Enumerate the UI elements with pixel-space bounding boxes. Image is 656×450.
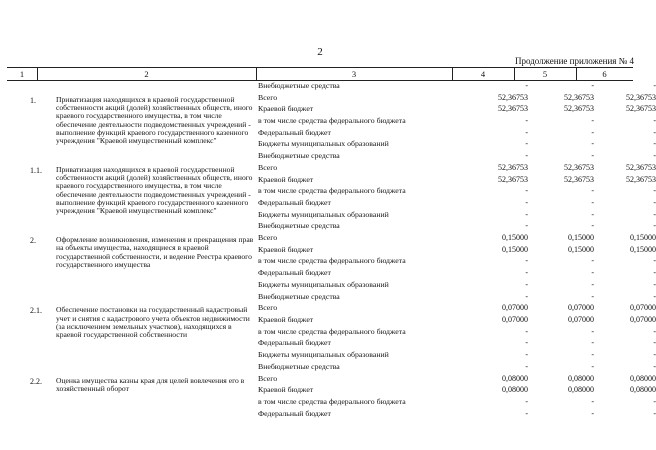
funding-line (256, 197, 656, 209)
value-col-4: 52,36753 (498, 174, 528, 184)
funding-source: Внебюджетные средства (258, 361, 340, 371)
funding-line (256, 92, 656, 104)
value-col-5: - (591, 139, 594, 149)
value-col-4: - (525, 221, 528, 231)
funding-line (256, 138, 656, 150)
funding-source: Всего (258, 233, 278, 243)
row-title: Приватизация находящихся в краевой государственной собственности акций (долей) хозяйственных обществ, иного краевого государственного имущества, в том числе обеспечение деятельности подведомственных учреждений - выполнение функций краевого государственного казенного учреждения "Краевой имущественный комплекс" (56, 94, 253, 146)
value-col-4: - (525, 127, 528, 137)
funding-source: Федеральный бюджет (258, 338, 331, 348)
value-col-4: - (525, 279, 528, 289)
funding-line (256, 244, 656, 256)
value-col-4: 0,08000 (502, 373, 528, 383)
funding-source: в том числе средства федерального бюджета (258, 186, 406, 196)
funding-line (256, 291, 656, 303)
funding-line (256, 220, 656, 232)
value-col-6: - (653, 326, 656, 336)
value-col-6: - (653, 279, 656, 289)
value-col-4: 52,36753 (498, 104, 528, 114)
value-col-5: - (591, 209, 594, 219)
value-col-6: - (653, 291, 656, 301)
value-col-5: 0,07000 (568, 314, 594, 324)
value-col-6: - (653, 186, 656, 196)
page-number: 2 (317, 46, 323, 58)
value-col-4: - (525, 139, 528, 149)
value-col-4: 0,08000 (502, 385, 528, 395)
funding-line (256, 302, 656, 314)
value-col-5: - (591, 127, 594, 137)
value-col-5: - (591, 116, 594, 126)
value-col-6: 52,36753 (626, 162, 656, 172)
table-header (7, 67, 633, 81)
value-col-5: - (591, 256, 594, 266)
value-col-6: - (653, 408, 656, 418)
value-col-4: - (525, 209, 528, 219)
value-col-4: - (525, 81, 528, 90)
value-col-5: - (591, 221, 594, 231)
row-title: Оценка имущества казны края для целей вовлечения его в хозяйственный оборот (56, 375, 245, 393)
value-col-5: - (591, 361, 594, 371)
funding-source: Внебюджетные средства (258, 291, 340, 301)
funding-line (256, 255, 656, 267)
value-col-4: - (525, 116, 528, 126)
value-col-4: - (525, 197, 528, 207)
funding-source: в том числе средства федерального бюджета (258, 116, 406, 126)
row-title: Обеспечение постановки на государственный кадастровый учет и снятия с кадастрового учета объектов недвижимости (за исключением земельных участков), находящихся в краевой государственной собственности (56, 305, 250, 340)
row-number: 1. (30, 95, 36, 105)
value-col-5: - (591, 279, 594, 289)
funding-source: Краевой бюджет (258, 385, 314, 395)
funding-source: в том числе средства федерального бюджета (258, 326, 406, 336)
value-col-6: - (653, 139, 656, 149)
funding-source: Бюджеты муниципальных образований (258, 139, 389, 149)
funding-line (256, 396, 656, 408)
row-number: 2. (30, 236, 36, 246)
value-col-5: - (591, 338, 594, 348)
value-col-4: - (525, 350, 528, 360)
column-header: 6 (602, 69, 607, 79)
funding-source: Федеральный бюджет (258, 197, 331, 207)
value-col-4: 0,15000 (502, 233, 528, 243)
value-col-5: 0,15000 (568, 233, 594, 243)
value-col-6: - (653, 197, 656, 207)
funding-source: Всего (258, 92, 278, 102)
value-col-6: - (653, 361, 656, 371)
value-col-6: - (653, 209, 656, 219)
funding-source: в том числе средства федерального бюджета (258, 256, 406, 266)
row-number: 2.1. (30, 306, 42, 316)
value-col-5: - (591, 186, 594, 196)
value-col-6: 0,15000 (630, 233, 656, 243)
value-col-6: - (653, 151, 656, 161)
funding-source: Федеральный бюджет (258, 268, 331, 278)
value-col-5: - (591, 326, 594, 336)
funding-line (256, 232, 656, 244)
funding-source: Всего (258, 162, 278, 172)
funding-line (256, 209, 656, 221)
value-col-4: - (525, 408, 528, 418)
value-col-6: - (653, 81, 656, 90)
value-col-6: - (653, 221, 656, 231)
funding-source: Краевой бюджет (258, 314, 314, 324)
value-col-5: 52,36753 (564, 174, 594, 184)
value-col-6: 52,36753 (626, 92, 656, 102)
funding-line (256, 349, 656, 361)
funding-line (256, 373, 656, 385)
value-col-5: 0,15000 (568, 244, 594, 254)
value-col-4: - (525, 186, 528, 196)
value-col-4: 0,07000 (502, 314, 528, 324)
funding-line (256, 326, 656, 338)
value-col-4: 52,36753 (498, 92, 528, 102)
funding-line (256, 361, 656, 373)
value-col-4: - (525, 151, 528, 161)
table-row (0, 162, 656, 232)
row-number: 2.2. (30, 376, 42, 386)
value-col-5: - (591, 350, 594, 360)
value-col-4: - (525, 256, 528, 266)
funding-line (256, 80, 656, 92)
funding-line (256, 150, 656, 162)
funding-source: Внебюджетные средства (258, 81, 340, 90)
column-header: 5 (542, 69, 548, 79)
funding-source: Краевой бюджет (258, 104, 314, 114)
value-col-5: 0,07000 (568, 303, 594, 313)
value-col-6: 52,36753 (626, 104, 656, 114)
funding-source: Бюджеты муниципальных образований (258, 209, 389, 219)
column-header: 1 (19, 69, 25, 79)
value-col-4: - (525, 396, 528, 406)
value-col-6: - (653, 396, 656, 406)
table-row (0, 373, 656, 420)
funding-source: Бюджеты муниципальных образований (258, 279, 389, 289)
funding-source: Федеральный бюджет (258, 408, 331, 418)
value-col-4: - (525, 291, 528, 301)
funding-line (256, 115, 656, 127)
funding-line (256, 162, 656, 174)
value-col-6: 0,15000 (630, 244, 656, 254)
funding-source: Бюджеты муниципальных образований (258, 350, 389, 360)
funding-line (256, 267, 656, 279)
row-title: Приватизация находящихся в краевой государственной собственности акций (долей) хозяйственных обществ, иного краевого государственного имущества, в том числе обеспечение деятельности подведомственных учреждений - выполнение функций краевого государственного казенного учреждения "Краевой имущественный комплекс" (56, 164, 253, 216)
row-title: Оформление возникновения, изменения и прекращения прав на объекты имущества, находящиеся в краевой государственной собственности, и ведение Реестра краевого государственного имущества (56, 235, 254, 269)
column-header: 2 (144, 69, 149, 79)
value-col-4: - (525, 268, 528, 278)
value-col-6: - (653, 127, 656, 137)
value-col-4: - (525, 361, 528, 371)
funding-line (256, 185, 656, 197)
funding-source: Внебюджетные средства (258, 151, 340, 161)
value-col-5: - (591, 291, 594, 301)
value-col-6: 0,07000 (630, 314, 656, 324)
value-col-5: 52,36753 (564, 162, 594, 172)
value-col-5: - (591, 268, 594, 278)
funding-source: Всего (258, 373, 278, 383)
value-col-5: - (591, 151, 594, 161)
value-col-4: - (525, 338, 528, 348)
funding-source: Всего (258, 303, 278, 313)
value-col-6: 52,36753 (626, 174, 656, 184)
funding-line (256, 314, 656, 326)
table-body (0, 80, 656, 450)
funding-source: Краевой бюджет (258, 244, 314, 254)
value-col-5: 52,36753 (564, 92, 594, 102)
funding-line (256, 279, 656, 291)
value-col-5: 0,08000 (568, 373, 594, 383)
value-col-5: - (591, 81, 594, 90)
value-col-5: - (591, 396, 594, 406)
value-col-6: 0,08000 (630, 373, 656, 383)
table-row (0, 92, 656, 162)
value-col-4: - (525, 326, 528, 336)
funding-source: в том числе средства федерального бюджета (258, 396, 406, 406)
funding-line (256, 408, 656, 420)
table-row (0, 232, 656, 302)
value-col-5: - (591, 408, 594, 418)
value-col-6: - (653, 268, 656, 278)
table-row (0, 80, 656, 92)
row-number: 1.1. (30, 165, 42, 175)
value-col-4: 0,15000 (502, 244, 528, 254)
value-col-4: 52,36753 (498, 162, 528, 172)
column-header: 4 (480, 69, 486, 79)
column-header: 3 (351, 69, 357, 79)
funding-source: Краевой бюджет (258, 174, 314, 184)
appendix-caption: Продолжение приложения № 4 (514, 56, 634, 66)
funding-line (256, 384, 656, 396)
funding-line (256, 127, 656, 139)
value-col-6: 0,08000 (630, 385, 656, 395)
funding-line (256, 174, 656, 186)
value-col-6: 0,07000 (630, 303, 656, 313)
funding-line (256, 337, 656, 349)
funding-line (256, 103, 656, 115)
value-col-5: - (591, 197, 594, 207)
funding-source: Внебюджетные средства (258, 221, 340, 231)
value-col-6: - (653, 338, 656, 348)
funding-source: Федеральный бюджет (258, 127, 331, 137)
value-col-6: - (653, 256, 656, 266)
table-row (0, 302, 656, 372)
value-col-5: 0,08000 (568, 385, 594, 395)
value-col-5: 52,36753 (564, 104, 594, 114)
value-col-6: - (653, 116, 656, 126)
value-col-4: 0,07000 (502, 303, 528, 313)
value-col-6: - (653, 350, 656, 360)
